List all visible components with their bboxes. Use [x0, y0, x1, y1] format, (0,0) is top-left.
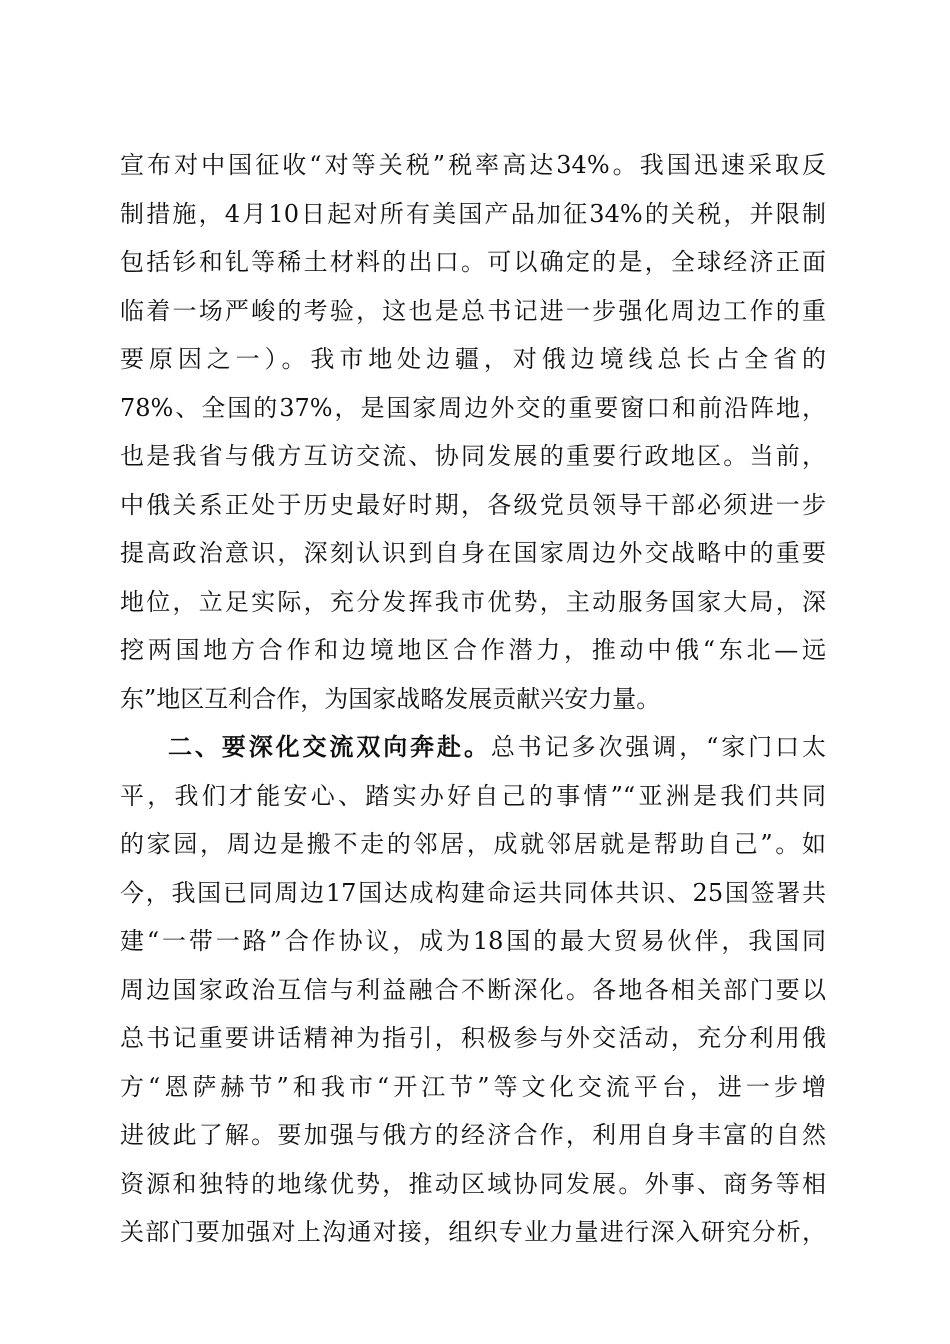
text-line: 方“恩萨赫节”和我市“开江节”等文化交流平台，进一步增	[120, 1072, 826, 1101]
text-line: 也是我省与俄方互访交流、协同发展的重要行政地区。当前，	[120, 442, 826, 470]
text-line: 制措施，4月10日起对所有美国产品加征34%的关税，并限制	[120, 199, 826, 228]
text-line: 挖两国地方合作和边境地区合作潜力，推动中俄“东北—远	[120, 636, 826, 664]
paragraph-2	[120, 723, 826, 1257]
text-line: 平，我们才能安心、踏实办好自己的事情”“亚洲是我们共同	[120, 781, 826, 810]
text-line: 临着一场严峻的考验，这也是总书记进一步强化周边工作的重	[120, 296, 826, 325]
text-line: 地位，立足实际，充分发挥我市优势，主动服务国家大局，深	[120, 587, 826, 616]
text-line: 的家园，周边是搬不走的邻居，成就邻居就是帮助自己”。如	[120, 830, 826, 858]
text-line: 包括钐和钆等稀土材料的出口。可以确定的是，全球经济正面	[120, 248, 826, 276]
text-line: 关部门要加强对上沟通对接，组织专业力量进行深入研究分析，	[120, 1218, 826, 1246]
text-line: 周边国家政治互信与利益融合不断深化。各地各相关部门要以	[120, 975, 826, 1004]
document-body	[120, 141, 826, 1257]
text-line: 78%、全国的37%，是国家周边外交的重要窗口和前沿阵地，	[120, 393, 826, 422]
paragraph-first-line	[120, 723, 826, 772]
section-heading: 二、要深化交流双向奔赴。	[168, 732, 491, 761]
text-line: 东”地区互利合作，为国家战略发展贡献兴安力量。	[120, 684, 661, 713]
text-line: 进彼此了解。要加强与俄方的经济合作，利用自身丰富的自然	[120, 1121, 826, 1149]
text-line: 中俄关系正处于历史最好时期，各级党员领导干部必须进一步	[120, 490, 826, 519]
text-line: 提高政治意识，深刻认识到自身在国家周边外交战略中的重要	[120, 539, 826, 567]
heading-line-text: 总书记多次强调，“家门口太	[490, 733, 826, 761]
text-line: 今，我国已同周边17国达成构建命运共同体共识、25国签署共	[120, 878, 826, 907]
text-line: 要原因之一）。我市地处边疆，对俄边境线总长占全省的	[120, 345, 826, 373]
text-line: 建“一带一路”合作协议，成为18国的最大贸易伙伴，我国同	[120, 927, 826, 955]
text-line: 宣布对中国征收“对等关税”税率高达34%。我国迅速采取反	[120, 151, 826, 179]
paragraph-1	[120, 141, 826, 723]
text-line: 资源和独特的地缘优势，推动区域协同发展。外事、商务等相	[120, 1169, 826, 1198]
text-line: 总书记重要讲话精神为指引，积极参与外交活动，充分利用俄	[120, 1024, 826, 1052]
